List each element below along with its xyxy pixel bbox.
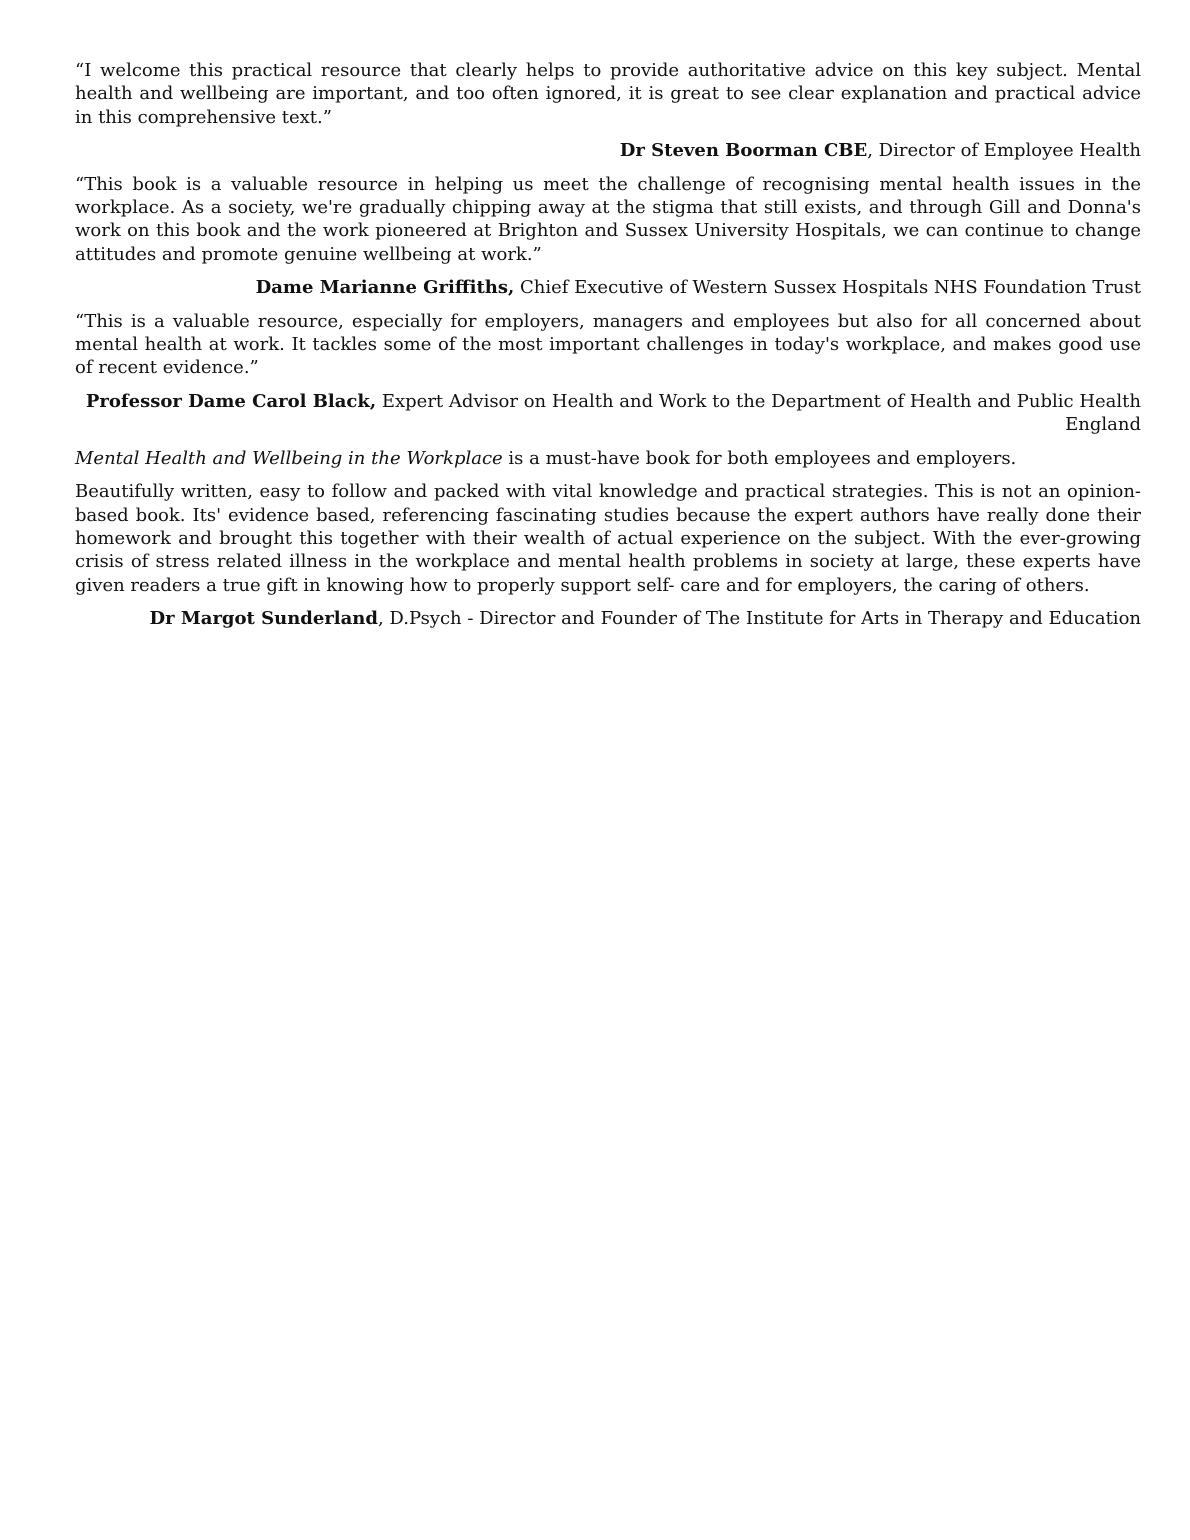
endorser-name: Dame Marianne Griffiths, <box>255 277 515 299</box>
endorsement-quote-griffiths: “This book is a valuable resource in helping us meet the challenge of recognising mental health issues in the workplace. As a society, we're gradually chipping away at the stigma that still exists, and through Gill and Donna's work on this book and the work pioneered at Brighton and Sussex University Hospitals, we can continue to change attitudes and promote genuine wellbeing at work.” <box>75 173 1141 265</box>
book-title: Mental Health and Wellbeing in the Workplace <box>75 447 503 469</box>
endorsement-quote-boorman: “I welcome this practical resource that clearly helps to provide authoritative advice on this key subject. Mental health and wellbeing are important, and too often ignored, it is great to see clear explanation and practical advice in this comprehensive text.” <box>75 60 1141 128</box>
endorser-name: Dr Steven Boorman CBE <box>619 140 868 162</box>
reviewer-name: Dr Margot Sunderland <box>149 608 378 630</box>
review-intro <box>75 447 1141 470</box>
endorser-name: Professor Dame Carol Black, <box>85 390 377 412</box>
endorser-role: Chief Executive of Western Sussex Hospitals NHS Foundation Trust <box>514 277 1141 299</box>
endorsement-attribution-boorman <box>75 139 1141 162</box>
reviewer-role: , D.Psych - Director and Founder of The Institute for Arts in Therapy and Education <box>377 608 1141 630</box>
review-body: Beautifully written, easy to follow and packed with vital knowledge and practical strategies. This is not an opinion-based book. Its' evidence based, referencing fascinating studies because the expert authors have really done their homework and brought this together with their wealth of actual experience on the subject. With the ever-growing crisis of stress related illness in the workplace and mental health problems in society at large, these experts have given readers a true gift in knowing how to properly support self- care and for employers, the caring of others. <box>75 481 1141 596</box>
endorser-role: Expert Advisor on Health and Work to the Department of Health and Public Health England <box>376 390 1141 436</box>
review-intro-text: is a must-have book for both employees and employers. <box>502 447 1017 469</box>
endorsement-attribution-griffiths <box>75 276 1141 299</box>
endorsement-attribution-black <box>75 390 1141 437</box>
endorsement-quote-black: “This is a valuable resource, especially for employers, managers and employees but also for all concerned about mental health at work. It tackles some of the most important challenges in today's workplace, and makes good use of recent evidence.” <box>75 310 1141 379</box>
review-attribution-sunderland <box>75 607 1141 630</box>
endorser-role: , Director of Employee Health <box>867 140 1141 162</box>
